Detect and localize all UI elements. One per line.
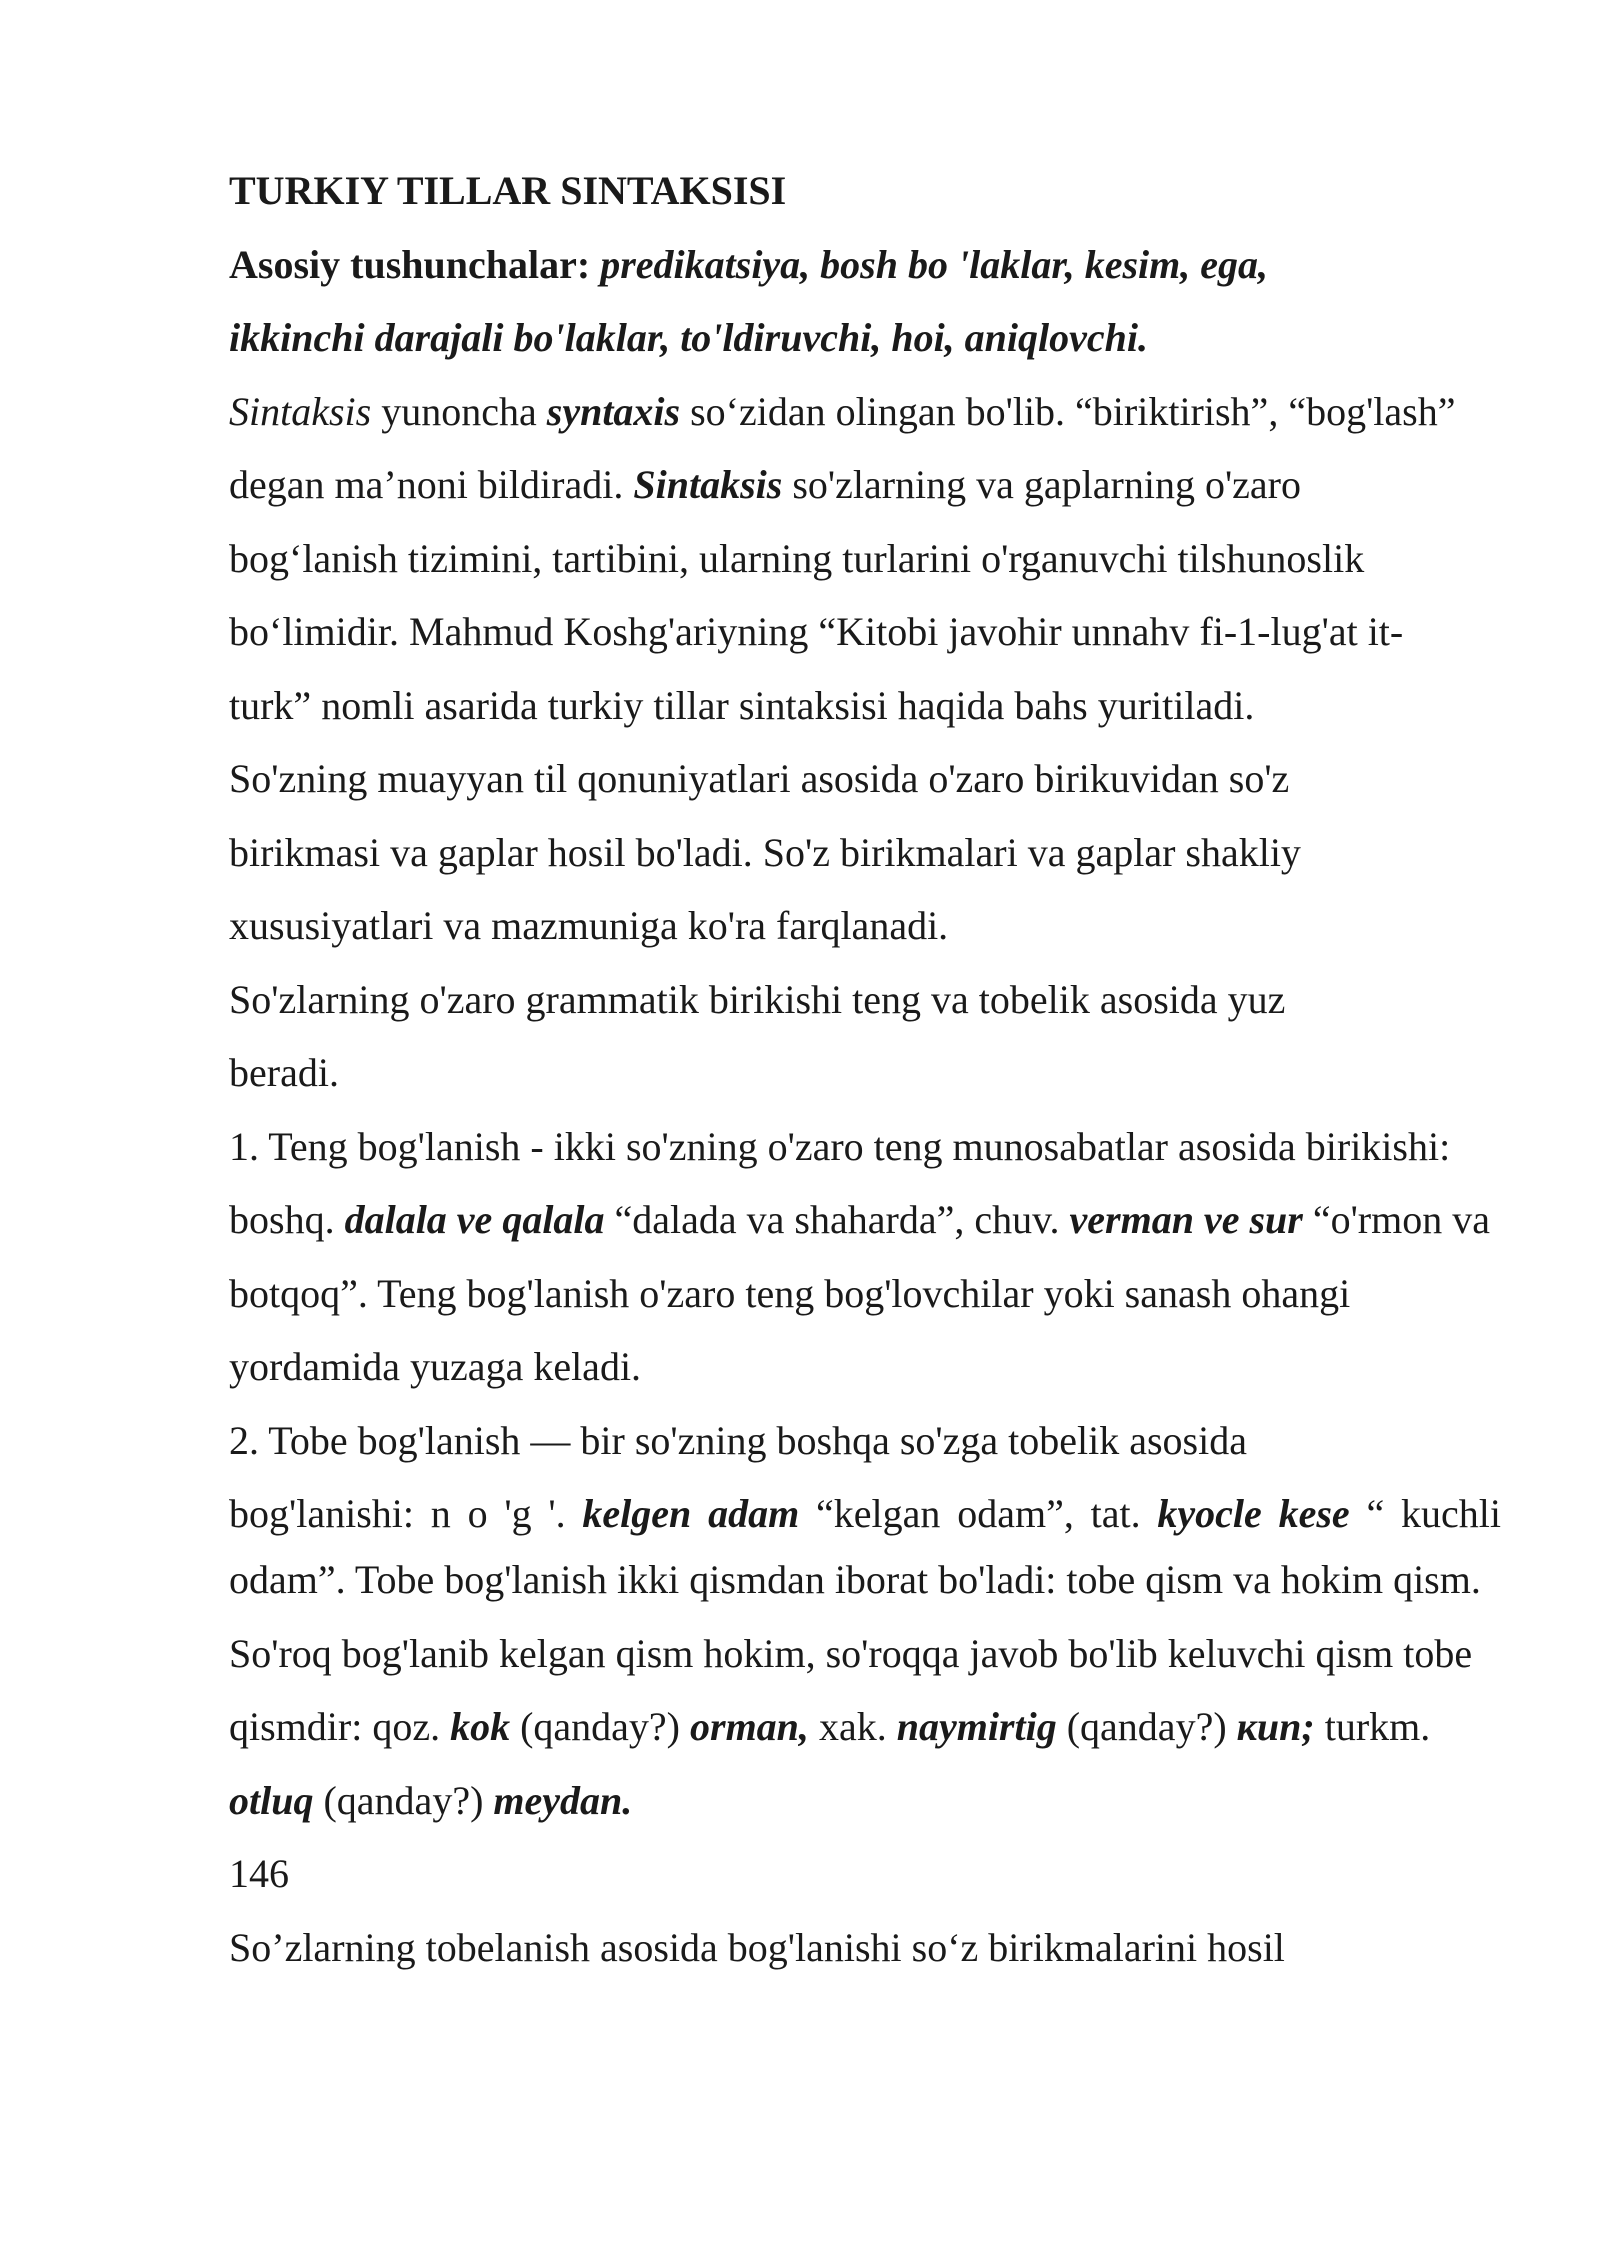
text-run: xak. [808, 1704, 897, 1749]
subordination-continuation [229, 1543, 1501, 1837]
example-kelgen-adam: kelgen adam [582, 1491, 800, 1536]
paragraph-subordination [229, 1404, 1501, 1478]
page-title: TURKIY TILLAR SINTAKSISI [229, 168, 787, 213]
paragraph-word-combinations: So'zning muayyan til qonuniyatlari asosida o'zaro birikuvidan so'z birikmasi va gaplar hosil bo'ladi. So'z birikmalari va gaplar shakliy xususiyatlari va mazmuniga ko'ra farqlanadi. [229, 756, 1301, 948]
paragraph-coordination [229, 1110, 1501, 1404]
keywords-list-line1: predikatsiya, bosh bo 'laklar, kesim, ega, [600, 241, 1268, 287]
paragraph-grammatical-linking: So'zlarning o'zaro grammatik birikishi teng va tobelik asosida yuz beradi. [229, 976, 1286, 1095]
paragraph-next-page-start: So’zlarning tobelanish asosida bog'lanishi so‘z birikmalarini hosil [229, 1924, 1285, 1970]
text-run: “o'rmon va botqoq”. Teng bog'lanish o'zaro teng bog'lovchilar yoki sanash ohangi yordamida yuzaga keladi. [229, 1197, 1490, 1389]
subordination-justified-line [229, 1477, 1501, 1543]
example-otluq: otluq [229, 1777, 314, 1823]
term-sintaksis-bold: Sintaksis [633, 462, 783, 507]
example-kun: кun; [1236, 1704, 1315, 1749]
page-number: 146 [229, 1851, 289, 1896]
text-run: so‘zidan olingan bo'lib. “biriktirish”, “bog'lash” degan ma’noni bildiradi. [229, 388, 1456, 507]
text-run: turkm. [1314, 1704, 1431, 1749]
text-run: (qanday?) [1056, 1704, 1237, 1749]
text-run: “dalada va shaharda”, chuv. [604, 1197, 1070, 1242]
text-run: bog'lanishi: n o 'g '. [229, 1491, 583, 1536]
term-sintaksis: Sintaksis [229, 388, 372, 434]
example-dalala: dalala ve qalala [344, 1197, 605, 1242]
text-run: 1. Teng bog'lanish - ikki so'zning o'zaro teng munosabatlar asosida birikishi: boshq. [229, 1123, 1451, 1242]
example-naymirtig: naymirtig [896, 1704, 1057, 1749]
keywords-paragraph [229, 228, 1501, 375]
example-verman: verman ve sur [1069, 1197, 1303, 1242]
example-kyocle-kese: kyocle kese [1157, 1491, 1350, 1536]
example-meydan: meydan. [493, 1777, 633, 1823]
text-run: “kelgan odam”, tat. [799, 1491, 1158, 1536]
document-page [229, 154, 1501, 1984]
text-run: “ kuchli [1349, 1491, 1502, 1536]
example-orman: orman, [690, 1704, 809, 1749]
text-run: yunoncha [371, 388, 547, 434]
text-run: so'zlarning va gaplarning o'zaro bog‘lanish tizimini, tartibini, ularning turlarini o'rganuvchi tilshunoslik bo‘limidir. Mahmud Koshg'ariyning “Kitobi javohir unnahv fi-1-lug'at it-turk” nomli asarida turkiy tillar sintaksisi haqida bahs yuritiladi. [229, 462, 1404, 728]
term-syntaxis: syntaxis [546, 388, 681, 434]
subordination-first-line: 2. Tobe bog'lanish — bir so'zning boshqa so'zga tobelik asosida [229, 1417, 1247, 1463]
keywords-label: Asosiy tushunchalar: [229, 241, 591, 287]
paragraph-sintaksis-definition [229, 375, 1479, 743]
text-run: odam”. Tobe bog'lanish ikki qismdan iborat bo'ladi: tobe qism va hokim qism. So'roq bog'lanib kelgan qism hokim, so'roqqa javob bo'lib keluvchi qism tobe qismdir: qoz. [229, 1557, 1481, 1749]
text-run: (qanday?) [510, 1704, 690, 1749]
example-kok: kok [450, 1704, 511, 1749]
keywords-list-line2: ikkinchi darajali bo'laklar, to'ldiruvchi, hoi, aniqlovchi. [229, 315, 1149, 360]
text-run: (qanday?) [313, 1777, 494, 1823]
